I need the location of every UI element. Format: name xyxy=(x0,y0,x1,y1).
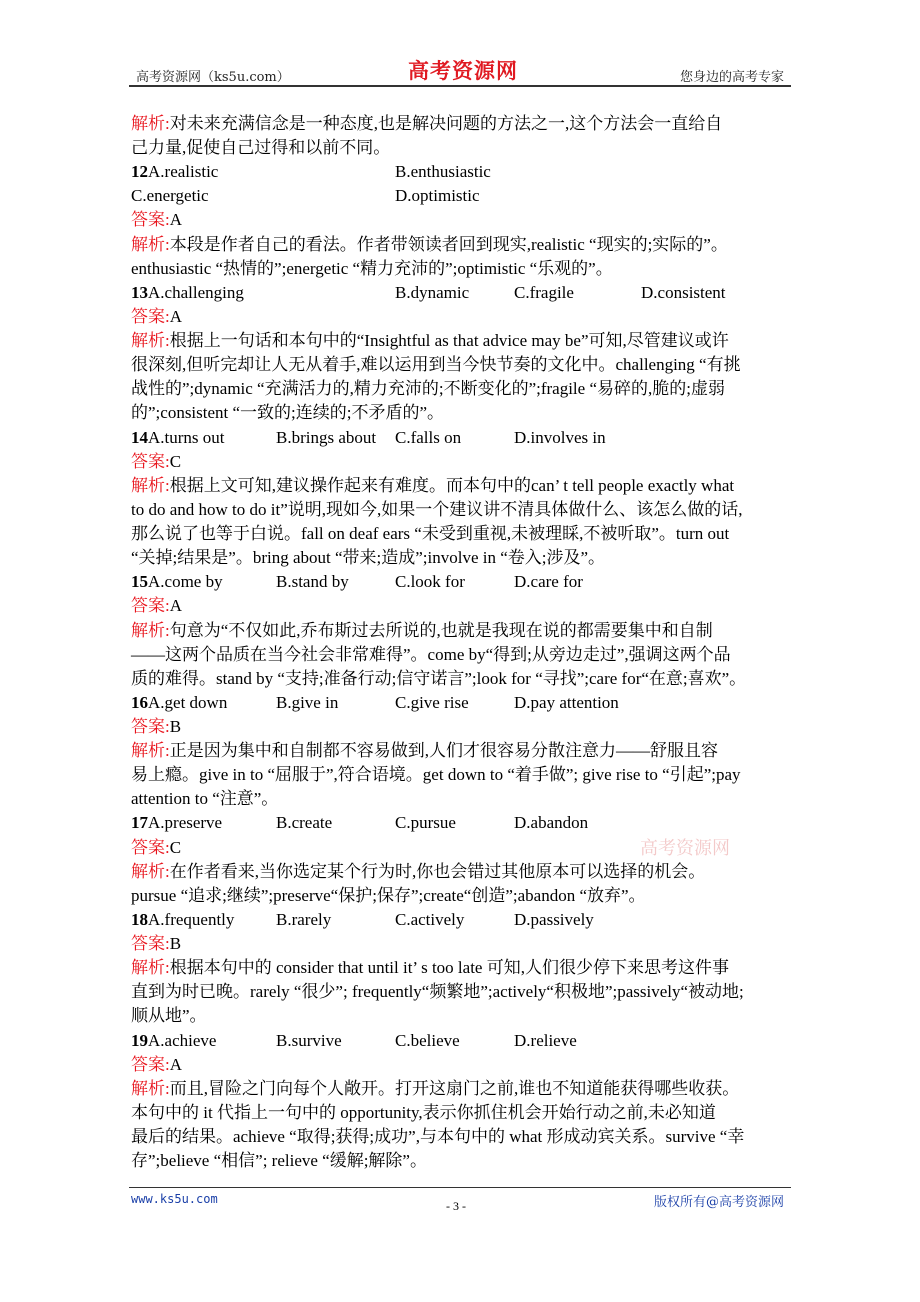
answer-line xyxy=(131,933,181,955)
analysis-line xyxy=(131,620,713,642)
option-a xyxy=(131,812,222,834)
analysis-line xyxy=(131,330,729,352)
paragraph-text: 直到为时已晚。rarely “很少”; frequently“频繁地”;actively“积极地”;passively“被动地; xyxy=(131,982,744,1002)
option-c xyxy=(395,1030,460,1052)
option-a xyxy=(131,571,223,593)
option-d xyxy=(514,1030,577,1052)
answer-label: 答案: xyxy=(131,1054,170,1074)
option-text: B.create xyxy=(276,813,333,833)
answer-value: B xyxy=(169,934,182,954)
analysis-line xyxy=(131,475,734,497)
question-number: 19 xyxy=(131,1030,148,1050)
answer-line xyxy=(131,1054,182,1076)
paragraph-text: 的”;consistent “一致的;连续的;不矛盾的”。 xyxy=(131,403,445,423)
option-c xyxy=(395,571,465,593)
analysis-line xyxy=(131,113,722,135)
answer-value: A xyxy=(169,210,183,230)
text-line xyxy=(131,499,743,521)
paragraph-text: 顺从地”。 xyxy=(131,1006,207,1026)
question-number: 17 xyxy=(131,813,148,833)
option-text: B.give in xyxy=(276,692,339,712)
option-a xyxy=(131,1030,216,1052)
analysis-label: 解析: xyxy=(131,620,170,640)
option-text: A.achieve xyxy=(148,1030,217,1050)
option-text: D.relieve xyxy=(514,1030,577,1050)
answer-line xyxy=(131,716,181,738)
paragraph-text: 本句中的 it 代指上一句中的 opportunity,表示你抓住机会开始行动之前,未必知道 xyxy=(131,1102,716,1122)
analysis-label: 解析: xyxy=(131,958,170,978)
paragraph-text: ——这两个品质在当今社会非常难得”。come by“得到;从旁边走过”,强调这两个品 xyxy=(131,644,731,664)
answer-line xyxy=(131,306,182,328)
analysis-label: 解析: xyxy=(131,331,170,351)
analysis-line xyxy=(131,957,729,979)
paragraph-text: 易上瘾。give in to “屈服于”,符合语境。get down to “着手做”; give rise to “引起”;pay xyxy=(131,765,741,785)
text-line xyxy=(131,1005,207,1027)
paragraph-text: 质的难得。stand by “支持;准备行动;信守诺言”;look for “寻找”;care for“在意;喜欢”。 xyxy=(131,668,747,688)
option-text: C.pursue xyxy=(395,813,456,833)
option-c xyxy=(395,427,461,449)
option-text: D.consistent xyxy=(641,282,726,302)
paragraph-text: attention to “注意”。 xyxy=(131,789,279,809)
analysis-text: 在作者看来,当你选定某个行为时,你也会错过其他原本可以选择的机会。 xyxy=(169,861,706,881)
analysis-label: 解析: xyxy=(131,234,170,254)
answer-value: A xyxy=(169,306,183,326)
text-line xyxy=(131,1102,716,1124)
option-d xyxy=(514,571,583,593)
option-text: D.pay attention xyxy=(514,692,619,712)
header-logo: 高考资源网 xyxy=(408,58,518,83)
header-slogan: 您身边的高考专家 xyxy=(679,70,784,85)
paragraph-text: to do and how to do it”说明,现如今,如果一个建议讲不清具体做什么、该怎么做的话, xyxy=(131,499,743,519)
option-text: A.preserve xyxy=(148,813,223,833)
text-line xyxy=(131,764,741,786)
answer-label: 答案: xyxy=(131,717,170,736)
answer-value: C xyxy=(169,451,182,471)
answer-line xyxy=(131,451,181,473)
paragraph-text: 战性的”;dynamic “充满活力的,精力充沛的;不断变化的”;fragile “易碎的,脆的;虚弱 xyxy=(131,379,725,399)
option-b xyxy=(276,692,338,714)
option-d xyxy=(514,909,594,931)
option-a xyxy=(131,282,244,304)
paragraph-text: 那么说了也等于白说。fall on deaf ears “未受到重视,未被理睬,不被听取”。turn out xyxy=(131,524,730,544)
option-c xyxy=(395,692,469,714)
paragraph-text: enthusiastic “热情的”;energetic “精力充沛的”;optimistic “乐观的”。 xyxy=(131,258,613,278)
option-c xyxy=(514,282,574,304)
question-number: 12 xyxy=(131,162,148,182)
option-text: A.come by xyxy=(148,572,223,592)
answer-value: C xyxy=(169,837,182,857)
option-text: A.get down xyxy=(148,692,228,712)
option-b xyxy=(395,161,491,183)
option-b xyxy=(276,571,349,593)
paragraph-text: 己力量,促使自己过得和以前不同。 xyxy=(131,138,391,158)
paragraph-text: 很深刻,但听完却让人无从着手,难以运用到当今快节奏的文化中。challenging “有挑 xyxy=(131,355,741,375)
option-text: B.enthusiastic xyxy=(395,162,491,182)
text-line xyxy=(131,668,746,690)
text-line xyxy=(131,402,444,424)
analysis-label: 解析: xyxy=(131,1078,170,1098)
page-number: - 3 - xyxy=(446,1199,466,1213)
analysis-label: 解析: xyxy=(131,861,170,881)
answer-label: 答案: xyxy=(131,306,170,326)
question-number: 13 xyxy=(131,282,148,302)
text-line xyxy=(131,885,646,907)
option-text: B.stand by xyxy=(276,572,349,592)
footer-url-link[interactable]: www.ks5u.com xyxy=(131,1192,218,1206)
footer-divider xyxy=(129,1187,791,1188)
analysis-text: 而且,冒险之门向每个人敞开。打开这扇门之前,谁也不知道能获得哪些收获。 xyxy=(169,1078,740,1098)
analysis-label: 解析: xyxy=(131,114,170,133)
option-c xyxy=(395,812,456,834)
answer-value: A xyxy=(169,596,183,616)
question-number: 16 xyxy=(131,692,148,712)
text-line xyxy=(131,644,731,666)
analysis-line xyxy=(131,234,728,256)
answer-value: B xyxy=(169,717,182,736)
option-text: D.abandon xyxy=(514,813,589,833)
paragraph-text: “关掉;结果是”。bring about “带来;造成”;involve in “卷入;涉及”。 xyxy=(131,548,606,568)
analysis-text: 根据上文可知,建议操作起来有难度。而本句中的can’ t tell people exactly what xyxy=(169,475,735,495)
paragraph-text: 最后的结果。achieve “取得;获得;成功”,与本句中的 what 形成动宾关系。survive “幸 xyxy=(131,1127,745,1147)
option-text: B.rarely xyxy=(276,909,332,929)
text-line xyxy=(131,1126,744,1148)
option-c xyxy=(395,909,464,931)
answer-label: 答案: xyxy=(131,596,170,616)
question-number: 14 xyxy=(131,427,148,447)
text-line xyxy=(131,258,613,280)
header-site-name: 高考资源网（ks5u.com） xyxy=(136,70,290,85)
paragraph-text: pursue “追求;继续”;preserve“保护;保存”;create“创造”;abandon “放弃”。 xyxy=(131,885,646,905)
analysis-text: 正是因为集中和自制都不容易做到,人们才很容易分散注意力——舒服且容 xyxy=(169,741,718,761)
option-text: D.care for xyxy=(514,572,583,592)
analysis-line xyxy=(131,861,705,883)
option-a xyxy=(131,161,218,183)
analysis-line xyxy=(131,1078,739,1100)
text-line xyxy=(131,354,741,376)
option-text: B.survive xyxy=(276,1030,342,1050)
analysis-text: 句意为“不仅如此,乔布斯过去所说的,也就是我现在说的都需要集中和自制 xyxy=(169,620,713,640)
answer-label: 答案: xyxy=(131,210,170,230)
text-line xyxy=(131,1150,427,1172)
analysis-text: 本段是作者自己的看法。作者带领读者回到现实,realistic “现实的;实际的”。 xyxy=(169,234,728,254)
analysis-text: 根据本句中的 consider that until it’ s too late 可知,人们很少停下来思考这件事 xyxy=(169,958,729,978)
header-divider xyxy=(129,85,791,87)
option-d xyxy=(395,185,480,207)
option-d xyxy=(514,427,606,449)
option-b xyxy=(276,812,332,834)
option-text: C.actively xyxy=(395,909,465,929)
text-line xyxy=(131,137,390,159)
answer-value: A xyxy=(169,1054,183,1074)
answer-label: 答案: xyxy=(131,837,170,857)
answer-line xyxy=(131,837,181,859)
option-b xyxy=(395,282,469,304)
option-c xyxy=(131,185,209,207)
paragraph-text: 存”;believe “相信”; relieve “缓解;解除”。 xyxy=(131,1151,427,1171)
option-text: C.give rise xyxy=(395,692,469,712)
question-number: 18 xyxy=(131,909,148,929)
text-line xyxy=(131,981,744,1003)
answer-line xyxy=(131,209,182,231)
option-text: C.energetic xyxy=(131,186,209,206)
watermark: 高考资源网 xyxy=(640,838,730,858)
option-text: C.believe xyxy=(395,1030,460,1050)
analysis-label: 解析: xyxy=(131,741,170,761)
option-a xyxy=(131,692,227,714)
option-text: D.optimistic xyxy=(395,186,480,206)
option-text: A.realistic xyxy=(148,162,219,182)
option-d xyxy=(514,812,588,834)
option-b xyxy=(276,909,331,931)
text-line xyxy=(131,547,605,569)
option-text: C.look for xyxy=(395,572,465,592)
answer-line xyxy=(131,595,182,617)
footer-copyright: 版权所有@高考资源网 xyxy=(653,1195,784,1210)
option-text: C.fragile xyxy=(514,282,574,302)
answer-label: 答案: xyxy=(131,934,170,954)
analysis-text: 根据上一句话和本句中的“Insightful as that advice may be”可知,尽管建议或许 xyxy=(169,331,729,351)
option-a xyxy=(131,909,234,931)
option-text: A.frequently xyxy=(148,909,235,929)
option-text: A.turns out xyxy=(148,427,225,447)
option-text: B.dynamic xyxy=(395,282,470,302)
question-number: 15 xyxy=(131,572,148,592)
answer-label: 答案: xyxy=(131,451,170,471)
analysis-line xyxy=(131,740,718,762)
option-b xyxy=(276,1030,342,1052)
option-d xyxy=(514,692,619,714)
option-d xyxy=(641,282,726,304)
option-text: A.challenging xyxy=(148,282,244,302)
option-b xyxy=(276,427,376,449)
text-line xyxy=(131,523,729,545)
option-a xyxy=(131,427,225,449)
analysis-text: 对未来充满信念是一种态度,也是解决问题的方法之一,这个方法会一直给自 xyxy=(169,114,723,133)
analysis-label: 解析: xyxy=(131,475,170,495)
option-text: B.brings about xyxy=(276,427,377,447)
option-text: D.involves in xyxy=(514,427,606,447)
text-line xyxy=(131,788,278,810)
option-text: C.falls on xyxy=(395,427,462,447)
text-line xyxy=(131,378,725,400)
option-text: D.passively xyxy=(514,909,594,929)
